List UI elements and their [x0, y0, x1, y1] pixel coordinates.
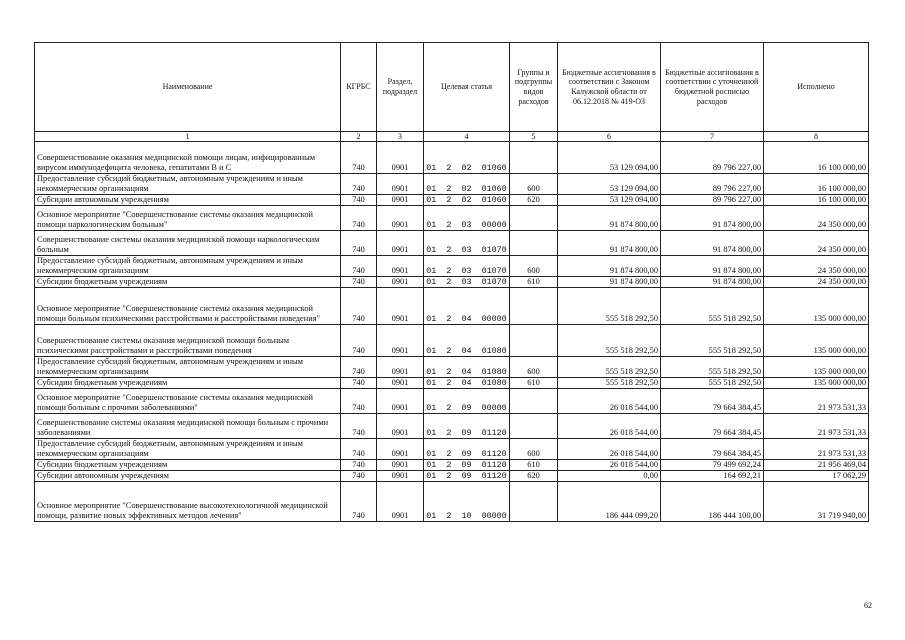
table-row — [35, 439, 869, 460]
row-section-cell: 0901 — [377, 357, 424, 378]
row-kgrbs-cell: 740 — [341, 195, 377, 206]
row-group-cell: 620 — [510, 471, 558, 482]
row-section-cell: 0901 — [377, 142, 424, 174]
row-refined-amount-cell: 89 796 227,00 — [661, 142, 764, 174]
row-group-cell — [510, 142, 558, 174]
row-name-cell: Предоставление субсидий бюджетным, автономным учреждениям и иным некоммерческим организациям — [35, 256, 341, 277]
row-kgrbs-cell: 740 — [341, 256, 377, 277]
row-done-amount-cell: 31 719 940,00 — [764, 482, 869, 522]
row-section-cell: 0901 — [377, 206, 424, 231]
row-kgrbs-cell: 740 — [341, 288, 377, 325]
budget-table — [34, 42, 869, 522]
row-name-cell: Субсидии бюджетным учреждениям — [35, 460, 341, 471]
row-target-cell: 01 2 02 01060 — [424, 174, 510, 195]
row-section-cell: 0901 — [377, 378, 424, 389]
column-number: 2 — [341, 132, 377, 142]
row-kgrbs-cell: 740 — [341, 357, 377, 378]
row-target-cell: 01 2 02 01060 — [424, 142, 510, 174]
row-group-cell — [510, 482, 558, 522]
table-row — [35, 277, 869, 288]
row-name-cell: Субсидии бюджетным учреждениям — [35, 378, 341, 389]
row-kgrbs-cell: 740 — [341, 460, 377, 471]
row-target-cell: 01 2 03 01070 — [424, 231, 510, 256]
header-row — [35, 43, 869, 132]
row-refined-amount-cell: 91 874 800,00 — [661, 231, 764, 256]
row-law-amount-cell: 555 518 292,50 — [558, 357, 661, 378]
table-row — [35, 288, 869, 325]
row-refined-amount-cell: 186 444 100,00 — [661, 482, 764, 522]
row-target-cell: 01 2 03 01070 — [424, 277, 510, 288]
row-section-cell: 0901 — [377, 482, 424, 522]
row-law-amount-cell: 91 874 800,00 — [558, 206, 661, 231]
row-target-cell: 01 2 09 01120 — [424, 471, 510, 482]
row-law-amount-cell: 53 129 094,00 — [558, 174, 661, 195]
row-law-amount-cell: 26 018 544,00 — [558, 439, 661, 460]
row-kgrbs-cell: 740 — [341, 231, 377, 256]
row-done-amount-cell: 24 350 000,00 — [764, 256, 869, 277]
row-group-cell — [510, 325, 558, 357]
column-number: 6 — [558, 132, 661, 142]
row-group-cell — [510, 231, 558, 256]
row-refined-amount-cell: 91 874 800,00 — [661, 206, 764, 231]
row-group-cell — [510, 389, 558, 414]
row-law-amount-cell: 555 518 292,50 — [558, 378, 661, 389]
row-law-amount-cell: 53 129 094,00 — [558, 195, 661, 206]
row-name-cell: Совершенствование системы оказания медицинской помощи больным с прочими заболеваниями — [35, 414, 341, 439]
row-group-cell — [510, 414, 558, 439]
row-group-cell: 610 — [510, 378, 558, 389]
row-section-cell: 0901 — [377, 471, 424, 482]
row-target-cell: 01 2 09 01120 — [424, 414, 510, 439]
row-section-cell: 0901 — [377, 325, 424, 357]
row-group-cell: 600 — [510, 439, 558, 460]
row-law-amount-cell: 91 874 800,00 — [558, 256, 661, 277]
row-name-cell: Субсидии автономным учреждениям — [35, 471, 341, 482]
table-row — [35, 460, 869, 471]
row-name-cell: Совершенствование оказания медицинской помощи лицам, инфицированным вирусом иммунодефицита человека, гепатитами В и С — [35, 142, 341, 174]
row-refined-amount-cell: 555 518 292,50 — [661, 378, 764, 389]
row-done-amount-cell: 135 000 000,00 — [764, 288, 869, 325]
column-number: 4 — [424, 132, 510, 142]
row-refined-amount-cell: 89 796 227,00 — [661, 174, 764, 195]
row-law-amount-cell: 26 018 544,00 — [558, 389, 661, 414]
table-row — [35, 256, 869, 277]
table-row — [35, 142, 869, 174]
row-kgrbs-cell: 740 — [341, 142, 377, 174]
page-number: 62 — [864, 601, 872, 610]
row-name-cell: Совершенствование системы оказания медицинской помощи больным психическими расстройствами и расстройствами поведения — [35, 325, 341, 357]
table-row — [35, 378, 869, 389]
row-done-amount-cell: 135 000 000,00 — [764, 357, 869, 378]
row-name-cell: Предоставление субсидий бюджетным, автономным учреждениям и иным некоммерческим организациям — [35, 174, 341, 195]
row-section-cell: 0901 — [377, 389, 424, 414]
row-name-cell: Субсидии автономным учреждениям — [35, 195, 341, 206]
row-refined-amount-cell: 555 518 292,50 — [661, 288, 764, 325]
row-name-cell: Предоставление субсидий бюджетным, автономным учреждениям и иным некоммерческим организациям — [35, 357, 341, 378]
row-done-amount-cell: 135 000 000,00 — [764, 378, 869, 389]
row-law-amount-cell: 555 518 292,50 — [558, 325, 661, 357]
row-done-amount-cell: 21 973 531,33 — [764, 414, 869, 439]
row-kgrbs-cell: 740 — [341, 378, 377, 389]
row-done-amount-cell: 24 350 000,00 — [764, 206, 869, 231]
row-kgrbs-cell: 740 — [341, 414, 377, 439]
row-target-cell: 01 2 02 01060 — [424, 195, 510, 206]
row-name-cell: Основное мероприятие "Совершенствование системы оказания медицинской помощи наркологическим больным" — [35, 206, 341, 231]
row-law-amount-cell: 53 129 094,00 — [558, 142, 661, 174]
row-done-amount-cell: 16 100 000,00 — [764, 174, 869, 195]
row-target-cell: 01 2 03 01070 — [424, 256, 510, 277]
header-refined: Бюджетные ассигнования в соответствии с уточненной бюджетной росписью расходов — [661, 43, 764, 132]
row-done-amount-cell: 21 973 531,33 — [764, 389, 869, 414]
row-law-amount-cell: 91 874 800,00 — [558, 277, 661, 288]
header-group: Группы и подгруппы видов расходов — [510, 43, 558, 132]
row-refined-amount-cell: 79 664 384,45 — [661, 389, 764, 414]
row-target-cell: 01 2 09 01120 — [424, 460, 510, 471]
table-row — [35, 231, 869, 256]
row-target-cell: 01 2 04 01080 — [424, 325, 510, 357]
row-section-cell: 0901 — [377, 174, 424, 195]
table-row — [35, 357, 869, 378]
row-done-amount-cell: 17 062,29 — [764, 471, 869, 482]
row-section-cell: 0901 — [377, 231, 424, 256]
row-target-cell: 01 2 04 01080 — [424, 357, 510, 378]
header-name: Наименование — [35, 43, 341, 132]
table-row — [35, 195, 869, 206]
row-target-cell: 01 2 04 00000 — [424, 288, 510, 325]
row-section-cell: 0901 — [377, 195, 424, 206]
row-refined-amount-cell: 164 692,21 — [661, 471, 764, 482]
row-name-cell: Субсидии бюджетным учреждениям — [35, 277, 341, 288]
row-name-cell: Основное мероприятие "Совершенствование высокотехнологичной медицинской помощи, развитие новых эффективных методов лечения" — [35, 482, 341, 522]
row-law-amount-cell: 26 018 544,00 — [558, 414, 661, 439]
row-refined-amount-cell: 89 796 227,00 — [661, 195, 764, 206]
row-target-cell: 01 2 03 00000 — [424, 206, 510, 231]
row-group-cell — [510, 206, 558, 231]
row-section-cell: 0901 — [377, 439, 424, 460]
table-row — [35, 389, 869, 414]
row-section-cell: 0901 — [377, 460, 424, 471]
row-refined-amount-cell: 555 518 292,50 — [661, 325, 764, 357]
row-kgrbs-cell: 740 — [341, 389, 377, 414]
row-group-cell: 600 — [510, 174, 558, 195]
row-kgrbs-cell: 740 — [341, 482, 377, 522]
column-number: 3 — [377, 132, 424, 142]
row-target-cell: 01 2 10 00000 — [424, 482, 510, 522]
column-number: 7 — [661, 132, 764, 142]
row-kgrbs-cell: 740 — [341, 439, 377, 460]
row-target-cell: 01 2 09 01120 — [424, 439, 510, 460]
header-done: Исполнено — [764, 43, 869, 132]
row-target-cell: 01 2 09 00000 — [424, 389, 510, 414]
row-section-cell: 0901 — [377, 277, 424, 288]
row-name-cell: Основное мероприятие "Совершенствование системы оказания медицинской помощи больным психическими расстройствами и расстройствами поведения" — [35, 288, 341, 325]
row-done-amount-cell: 21 973 531,33 — [764, 439, 869, 460]
row-name-cell: Основное мероприятие "Совершенствование системы оказания медицинской помощи больным с прочими заболеваниями" — [35, 389, 341, 414]
row-done-amount-cell: 16 100 000,00 — [764, 142, 869, 174]
row-done-amount-cell: 24 350 000,00 — [764, 231, 869, 256]
row-kgrbs-cell: 740 — [341, 206, 377, 231]
column-number: 5 — [510, 132, 558, 142]
row-done-amount-cell: 16 100 000,00 — [764, 195, 869, 206]
header-kgrbs: КГРБС — [341, 43, 377, 132]
row-refined-amount-cell: 91 874 800,00 — [661, 277, 764, 288]
row-section-cell: 0901 — [377, 256, 424, 277]
row-section-cell: 0901 — [377, 414, 424, 439]
table-row — [35, 414, 869, 439]
row-law-amount-cell: 186 444 099,20 — [558, 482, 661, 522]
header-target: Целевая статья — [424, 43, 510, 132]
column-number: 8 — [764, 132, 869, 142]
row-refined-amount-cell: 555 518 292,50 — [661, 357, 764, 378]
row-target-cell: 01 2 04 01080 — [424, 378, 510, 389]
row-group-cell: 620 — [510, 195, 558, 206]
row-group-cell: 600 — [510, 256, 558, 277]
row-name-cell: Совершенствование системы оказания медицинской помощи наркологическим больным — [35, 231, 341, 256]
header-section: Раздел, подраздел — [377, 43, 424, 132]
column-number-row — [35, 132, 869, 142]
row-group-cell — [510, 288, 558, 325]
row-group-cell: 600 — [510, 357, 558, 378]
row-name-cell: Предоставление субсидий бюджетным, автономным учреждениям и иным некоммерческим организациям — [35, 439, 341, 460]
row-refined-amount-cell: 79 499 692,24 — [661, 460, 764, 471]
table-row — [35, 325, 869, 357]
header-law: Бюджетные ассигнования в соответствии с Законом Калужской области от 06.12.2018 № 419-ОЗ — [558, 43, 661, 132]
row-law-amount-cell: 26 018 544,00 — [558, 460, 661, 471]
column-number: 1 — [35, 132, 341, 142]
row-section-cell: 0901 — [377, 288, 424, 325]
table-row — [35, 482, 869, 522]
row-kgrbs-cell: 740 — [341, 277, 377, 288]
row-done-amount-cell: 21 956 469,04 — [764, 460, 869, 471]
table-row — [35, 174, 869, 195]
row-refined-amount-cell: 79 664 384,45 — [661, 414, 764, 439]
row-law-amount-cell: 555 518 292,50 — [558, 288, 661, 325]
table-row — [35, 206, 869, 231]
row-group-cell: 610 — [510, 460, 558, 471]
row-done-amount-cell: 24 350 000,00 — [764, 277, 869, 288]
row-law-amount-cell: 0,00 — [558, 471, 661, 482]
row-kgrbs-cell: 740 — [341, 471, 377, 482]
row-kgrbs-cell: 740 — [341, 325, 377, 357]
row-kgrbs-cell: 740 — [341, 174, 377, 195]
row-law-amount-cell: 91 874 800,00 — [558, 231, 661, 256]
row-group-cell: 610 — [510, 277, 558, 288]
row-refined-amount-cell: 91 874 800,00 — [661, 256, 764, 277]
row-refined-amount-cell: 79 664 384,45 — [661, 439, 764, 460]
row-done-amount-cell: 135 000 000,00 — [764, 325, 869, 357]
table-row — [35, 471, 869, 482]
